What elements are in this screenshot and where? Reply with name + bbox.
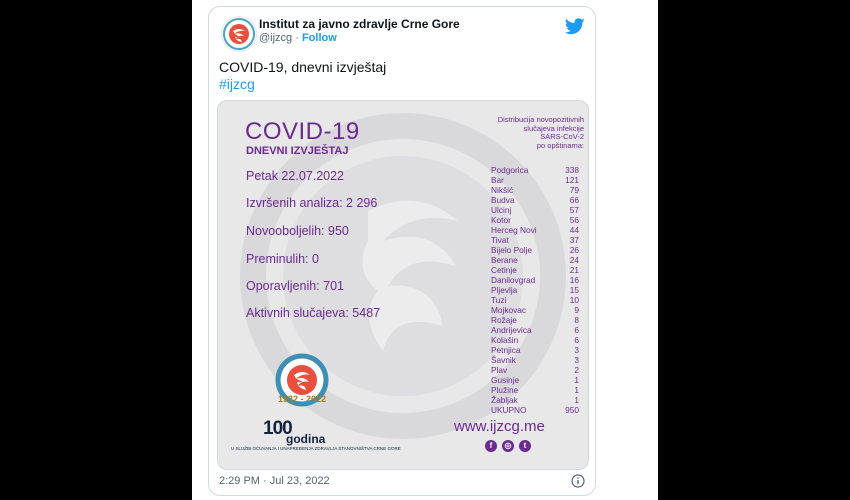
municipality-row [491,215,579,225]
municipality-count: 6 [574,325,579,335]
municipality-row [491,385,579,395]
municipality-row [491,305,579,315]
municipality-name: Tuzi [491,295,507,305]
report-date: Petak 22.07.2022 [246,169,344,183]
tweet-text [219,59,386,93]
municipality-row [491,245,579,255]
municipality-row [491,185,579,195]
municipality-name: Budva [491,195,515,205]
deaths: Preminulih: 0 [246,252,319,266]
municipality-count: 121 [565,175,579,185]
municipality-row [491,395,579,405]
municipality-count: 16 [569,275,579,285]
distribution-heading-line: po opštinama: [536,140,584,150]
municipality-name: Pljevlja [491,285,518,295]
municipality-name: Herceg Novi [491,225,537,235]
municipality-row [491,265,579,275]
distribution-heading [464,116,584,150]
municipality-row [491,345,579,355]
municipality-row [491,165,579,175]
tweet-image[interactable] [217,100,589,470]
municipality-row [491,325,579,335]
municipality-count: 3 [574,345,579,355]
municipality-name: Plužine [491,385,519,395]
follow-button[interactable]: Follow [301,32,337,44]
municipality-count: 37 [569,235,579,245]
municipality-row [491,225,579,235]
municipality-row [491,195,579,205]
municipality-name: Tivat [491,235,509,245]
author-avatar[interactable] [221,16,257,52]
page [192,0,658,500]
municipality-count: 10 [569,295,579,305]
municipality-name: Nikšić [491,185,514,195]
facebook-icon: f [485,440,497,452]
municipality-count: 8 [574,315,579,325]
municipality-count: 56 [569,215,579,225]
municipality-count: 26 [569,245,579,255]
municipality-list [491,165,579,415]
municipality-name: Podgorica [491,165,529,175]
municipality-count: 79 [569,185,579,195]
municipality-row [491,255,579,265]
municipality-name: Cetinje [491,265,517,275]
municipality-count: 950 [565,405,579,415]
municipality-count: 1 [574,395,579,405]
municipality-row [491,175,579,185]
info-icon[interactable] [571,474,585,488]
new-cases: Novooboljelih: 950 [246,224,349,238]
municipality-count: 2 [574,365,579,375]
hundred-years: 100 [263,418,292,439]
distribution-heading-line: Distribucija novopozitivnih [497,115,584,124]
municipality-count: 21 [569,265,579,275]
municipality-count: 338 [565,165,579,175]
municipality-name: Kotor [491,215,511,225]
municipality-total-row [491,405,579,415]
municipality-name: Andrijevica [491,325,532,335]
municipality-count: 44 [569,225,579,235]
municipality-name: Danilovgrad [491,275,536,285]
twitter-bird-icon[interactable] [565,18,585,35]
municipality-row [491,285,579,295]
municipality-count: 24 [569,255,579,265]
municipality-count: 6 [574,335,579,345]
municipality-name: Šavnik [491,355,516,365]
tests-performed: Izvršenih analiza: 2 296 [246,196,378,210]
municipality-name: Gusinje [491,375,520,385]
municipality-row [491,275,579,285]
tagline: U SLUŽBI OČUVANJA I UNAPREĐENJA ZDRAVLJA STANOVNIŠTVA CRNE GORE [231,446,401,451]
social-icons [485,440,531,452]
municipality-row [491,235,579,245]
municipality-count: 57 [569,205,579,215]
municipality-row [491,365,579,375]
embedded-tweet[interactable] [208,6,596,496]
municipality-row [491,355,579,365]
municipality-name: Berane [491,255,518,265]
municipality-name: Bijelo Polje [491,245,533,255]
anniversary-years: 1922 - 2022 [278,394,327,404]
active-cases: Aktivnih slučajeva: 5487 [246,306,381,320]
report-subtitle: DNEVNI IZVJEŠTAJ [246,145,349,157]
municipality-name: Bar [491,175,504,185]
distribution-heading-line: SARS-CoV-2 [540,132,584,142]
municipality-row [491,205,579,215]
municipality-count: 1 [574,375,579,385]
twitter-icon: t [519,440,531,452]
municipality-name: Plav [491,365,508,375]
municipality-count: 1 [574,385,579,395]
municipality-name: Mojkovac [491,305,527,315]
municipality-name: Petnjica [491,345,521,355]
municipality-count: 66 [569,195,579,205]
author-name[interactable]: Institut za javno zdravlje Crne Gore [259,17,460,31]
handle-separator: · [292,32,302,44]
distribution-heading-line: slučajeva infekcije [523,123,584,133]
tweet-body: COVID-19, dnevni izvještaj [219,59,387,75]
author-handle-line [259,32,337,44]
hashtag-link[interactable]: #ijzcg [219,76,255,92]
recovered: Oporavljenih: 701 [246,279,344,293]
municipality-count: 15 [569,285,579,295]
report-title: COVID-19 [245,118,360,145]
municipality-count: 3 [574,355,579,365]
municipality-name: UKUPNO [491,405,527,415]
godina-label: godina [286,432,326,446]
municipality-count: 9 [574,305,579,315]
instagram-icon: ◎ [502,440,514,452]
municipality-row [491,295,579,305]
municipality-name: Kolašin [491,335,519,345]
ijzcg-logo-icon [222,17,256,51]
municipality-name: Žabljak [491,395,518,405]
institute-seal-icon [274,347,330,417]
municipality-name: Ulcinj [491,205,512,215]
municipality-row [491,335,579,345]
municipality-row [491,375,579,385]
municipality-row [491,315,579,325]
tweet-timestamp[interactable]: 2:29 PM · Jul 23, 2022 [219,475,330,487]
website: www.ijzcg.me [454,418,545,435]
municipality-name: Rožaje [491,315,517,325]
author-handle[interactable]: @ijzcg [259,32,293,44]
